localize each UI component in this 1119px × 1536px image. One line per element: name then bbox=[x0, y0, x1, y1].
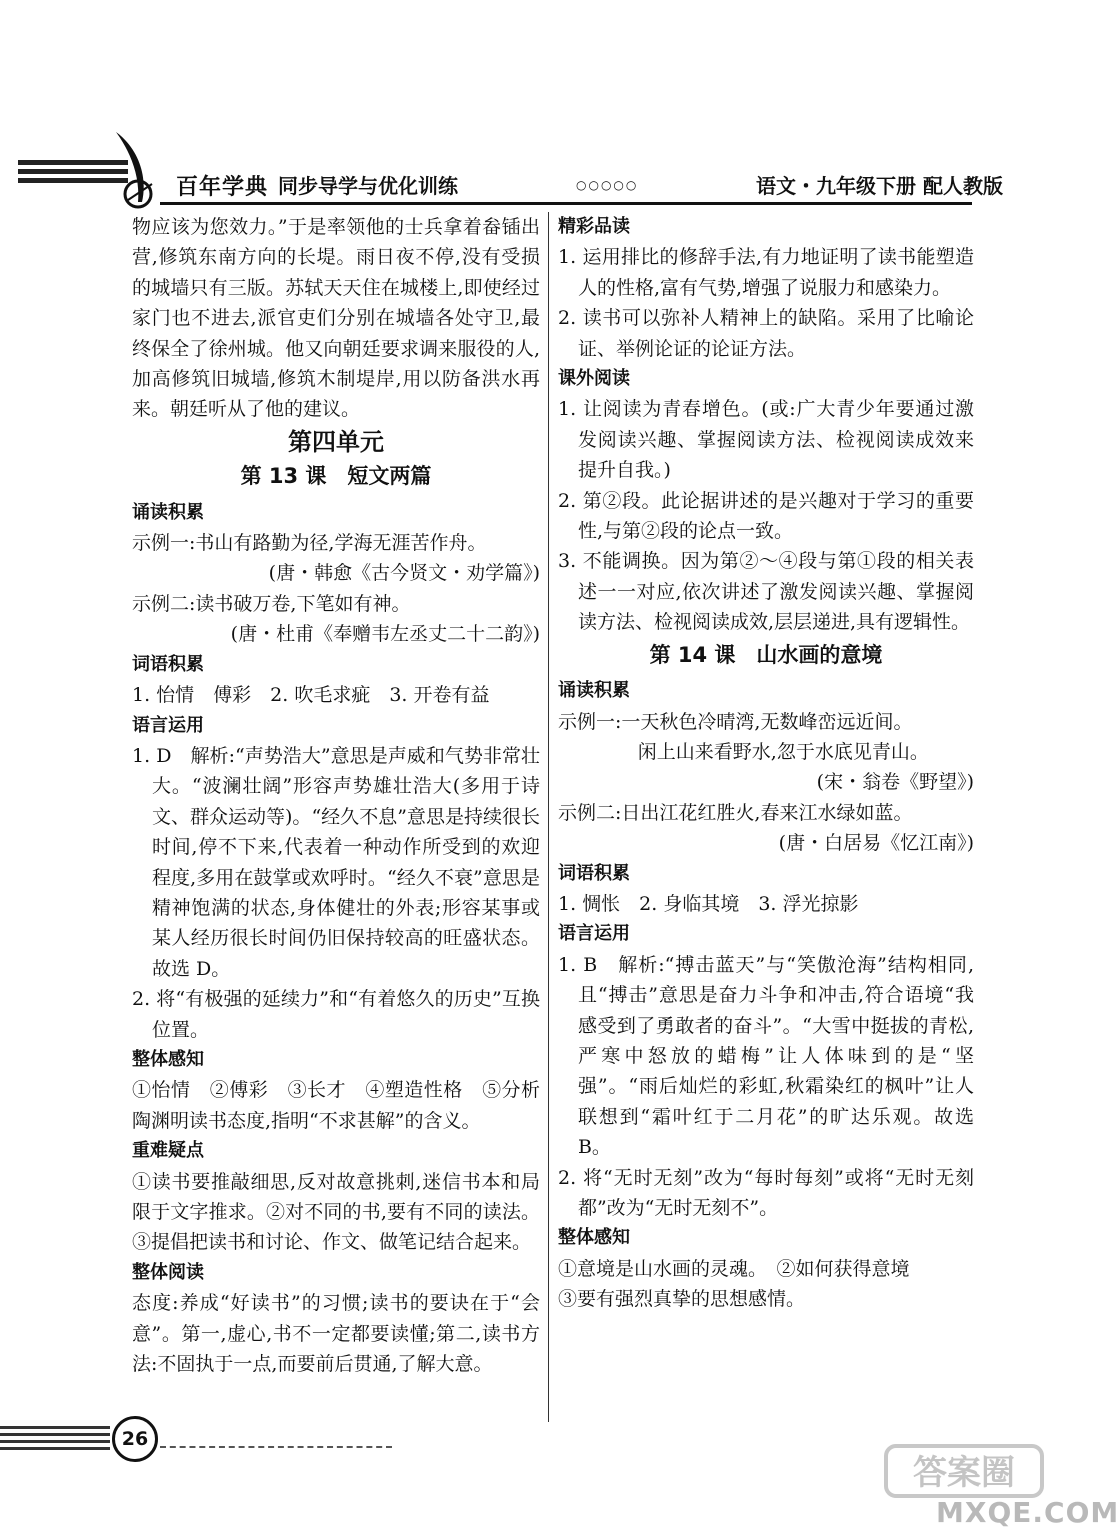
reading-answer: 态度:养成“好读书”的习惯;读书的要诀在于“会意”。第一,虚心,书不一定都要读懂;第二,读书方法:不固执于一点,而要前后贯通,了解大意。 bbox=[132, 1292, 540, 1376]
header-subtitle: 同步导学与优化训练 bbox=[278, 174, 458, 198]
footer-stripes bbox=[0, 1426, 110, 1454]
overall-heading: 整体感知 bbox=[132, 1048, 204, 1070]
example-2-14: 示例二:日出江花红胜火,春来江水绿如蓝。 bbox=[558, 801, 913, 824]
usage-answer-14-1: 1. B 解析:“搏击蓝天”与“笑傲沧海”结构相同,且“搏击”意思是奋力斗争和冲击,符合语境“我感受到了勇敢者的奋斗”。“大雪中挺拔的青松,严寒中怒放的蜡梅”让人体味到的是“坚强”。“雨后灿烂的彩虹,秋霜染红的枫叶”让人联想到“霜叶红于二月花”的旷达乐观。故选 B。 bbox=[558, 953, 974, 1159]
reading-heading: 整体阅读 bbox=[132, 1261, 204, 1283]
watermark-text: MXQE.COM bbox=[936, 1496, 1119, 1529]
left-column bbox=[132, 212, 540, 1379]
highlight-heading: 精彩品读 bbox=[558, 216, 630, 237]
column-divider bbox=[548, 212, 549, 1422]
lesson-13-title: 第 13 课 短文两篇 bbox=[240, 464, 432, 489]
page-header bbox=[0, 118, 1064, 208]
overall-heading-14: 整体感知 bbox=[558, 1227, 630, 1249]
quill-icon bbox=[108, 128, 168, 208]
watermark-logo-text: 答案圈 bbox=[913, 1453, 1015, 1493]
example-1: 示例一:书山有路勤为径,学海无涯苦作舟。 bbox=[132, 532, 487, 555]
usage-answer-1: 1. D 解析:“声势浩大”意思是声威和气势非常壮大。“波澜壮阔”形容声势雄壮浩大(多用于诗文、群众运动等)。“经久不息”意思是持续很长时间,停不下来,代表着一种动作所受到的欢迎程度,多用在鼓掌或欢呼时。“经久不衰”意思是精神饱满的状态,身体健壮的外表;形容某事或某人经历很长时间仍旧保持较高的旺盛状态。故选 D。 bbox=[132, 744, 540, 980]
extra-answer-3: 3. 不能调换。因为第②～④段与第①段的相关表述一一对应,依次讲述了激发阅读兴趣、掌握阅读方法、检视阅读成效,层层递进,具有逻辑性。 bbox=[558, 550, 974, 634]
header-dots: ○○○○○ bbox=[576, 178, 639, 192]
extra-answer-2: 2. 第②段。此论据讲述的是兴趣对于学习的重要性,与第②段的论点一致。 bbox=[558, 489, 974, 543]
highlight-answer-1: 1. 运用排比的修辞手法,有力地证明了读书能塑造人的性格,富有气势,增强了说服力和感染力。 bbox=[558, 246, 974, 299]
usage-heading: 语言运用 bbox=[132, 714, 204, 736]
usage-answer-14-2: 2. 将“无时无刻”改为“每时每刻”或将“无时无刻都”改为“无时无刻不”。 bbox=[558, 1166, 974, 1219]
example-1-14-source: (宋・翁卷《野望》) bbox=[816, 771, 974, 794]
vocab-heading: 词语积累 bbox=[132, 653, 204, 675]
header-book-info: 语文・九年级下册 配人教版 bbox=[756, 174, 1003, 198]
example-1-14: 示例一:一天秋色冷晴湾,无数峰峦远近间。 bbox=[558, 710, 913, 733]
overall-answer: ①怡情 ②傅彩 ③长才 ④塑造性格 ⑤分析陶渊明读书态度,指明“不求甚解”的含义。 bbox=[132, 1079, 540, 1132]
example-2-source: (唐・杜甫《奉赠韦左丞丈二十二韵》) bbox=[230, 623, 540, 646]
difficulty-answer: ①读书要推敲细思,反对故意挑刺,迷信书本和局限于文字推求。②对不同的书,要有不同的读法。③提倡把读书和讨论、作文、做笔记结合起来。 bbox=[132, 1170, 540, 1254]
vocab-answers-14: 1. 惆怅 2. 身临其境 3. 浮光掠影 bbox=[558, 892, 859, 915]
usage-answer-2: 2. 将“有极强的延续力”和“有着悠久的历史”互换位置。 bbox=[132, 988, 540, 1041]
footer-dashed-rule bbox=[160, 1446, 392, 1448]
vocab-heading-14: 词语积累 bbox=[558, 862, 630, 884]
page-footer bbox=[0, 1412, 500, 1472]
example-1-14-line2: 闲上山来看野水,忽于水底见青山。 bbox=[637, 740, 929, 763]
example-2-14-source: (唐・白居易《忆江南》) bbox=[778, 832, 974, 855]
extra-answer-1: 1. 让阅读为青春增色。(或:广大青少年要通过激发阅读兴趣、掌握阅读方法、检视阅读成效来提升自我。) bbox=[558, 398, 974, 482]
brand-title: 百年学典 bbox=[176, 175, 269, 200]
recite-heading: 诵读积累 bbox=[132, 501, 204, 523]
recite-heading-14: 诵读积累 bbox=[558, 680, 630, 702]
unit-title: 第四单元 bbox=[288, 427, 384, 456]
vocab-answers: 1. 怡情 傅彩 2. 吹毛求疵 3. 开卷有益 bbox=[132, 684, 490, 707]
right-column bbox=[558, 212, 974, 1315]
example-2: 示例二:读书破万卷,下笔如有神。 bbox=[132, 592, 411, 615]
example-1-source: (唐・韩愈《古今贤文・劝学篇》) bbox=[268, 562, 540, 585]
difficulty-heading: 重难疑点 bbox=[132, 1140, 204, 1162]
overall-answer-14-2: ③要有强烈真挚的思想感情。 bbox=[558, 1288, 806, 1311]
lesson-14-title: 第 14 课 山水画的意境 bbox=[649, 642, 883, 667]
usage-heading-14: 语言运用 bbox=[558, 923, 630, 945]
highlight-answer-2: 2. 读书可以弥补人精神上的缺陷。采用了比喻论证、举例论证的论证方法。 bbox=[558, 307, 974, 360]
intro-paragraph: 物应该为您效力。”于是率领他的士兵拿着畚锸出营,修筑东南方向的长堤。雨日夜不停,没有受损的城墙只有三版。苏轼天天住在城楼上,即使经过家门也不进去,派官吏们分别在城墙各处守卫,最终保全了徐州城。他又向朝廷要求调来服役的人,加高修筑旧城墙,修筑木制堤岸,用以防备洪水再来。朝廷听从了他的建议。 bbox=[132, 216, 540, 421]
extra-reading-heading: 课外阅读 bbox=[558, 368, 630, 390]
page-number: 26 bbox=[112, 1416, 158, 1462]
overall-answer-14-1: ①意境是山水画的灵魂。 ②如何获得意境 bbox=[558, 1257, 910, 1280]
header-rule bbox=[160, 202, 972, 205]
